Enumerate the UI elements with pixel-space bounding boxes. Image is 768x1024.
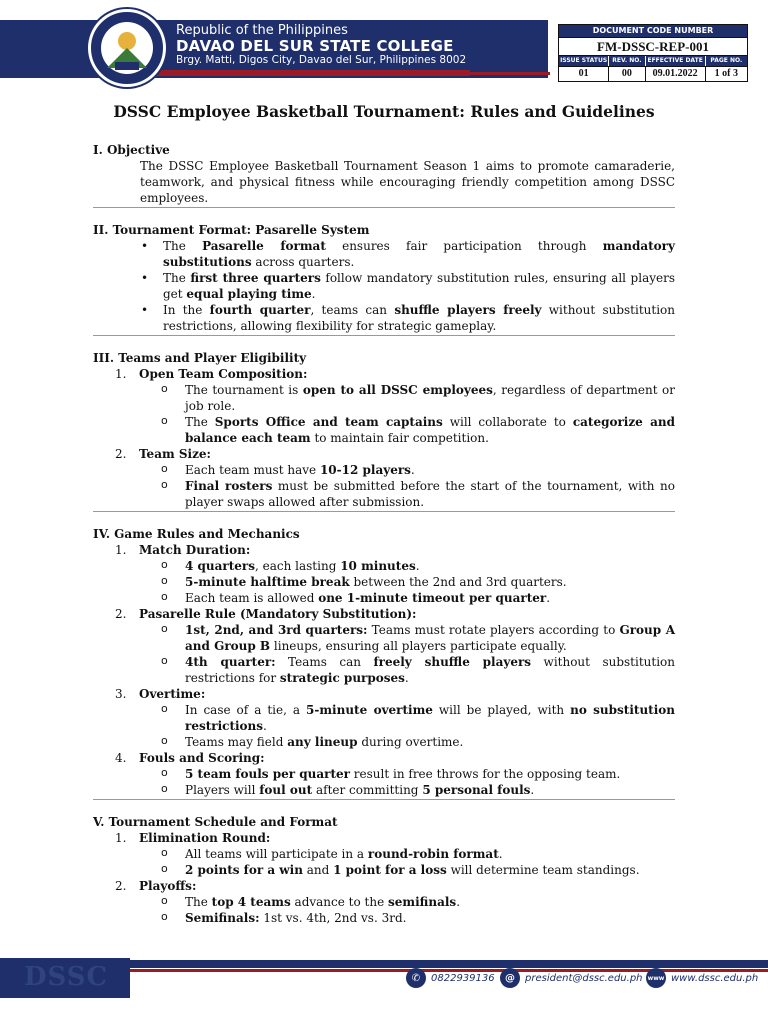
item-number: 1.	[115, 367, 127, 381]
document-code-table	[558, 24, 748, 82]
section-heading: III. Teams and Player Eligibility	[93, 351, 307, 365]
numbered-item	[93, 686, 675, 750]
list-item: o 4th quarter: Teams can freely shuffle players without substitution restrictions for strategic purposes.	[139, 654, 675, 686]
item-number: 1.	[115, 831, 127, 845]
val-page-no: 1 of 3	[714, 68, 738, 79]
subheading: Open Team Composition:	[139, 367, 308, 381]
document-body	[93, 142, 675, 926]
numbered-item	[93, 750, 675, 798]
footer-email	[500, 968, 643, 988]
phone-number: 0822939136	[431, 972, 495, 984]
col-page-no: PAGE NO.	[706, 56, 747, 66]
numbered-item	[93, 446, 675, 510]
list-item: o The Sports Office and team captains will collaborate to categorize and balance each team to maintain fair competition.	[139, 414, 675, 446]
header-college-name: DAVAO DEL SUR STATE COLLEGE	[176, 37, 454, 55]
subheading: Team Size:	[139, 447, 211, 461]
doc-code-number: FM-DSSC-REP-001	[559, 37, 747, 55]
seal-inner	[101, 22, 153, 74]
college-seal	[88, 9, 166, 87]
numbered-item	[93, 878, 675, 926]
list-item: o The tournament is open to all DSSC employees, regardless of department or job role.	[139, 382, 675, 414]
section-game-rules	[93, 526, 675, 800]
subheading: Overtime:	[139, 687, 206, 701]
list-item: • The first three quarters follow mandatory substitution rules, ensuring all players get equal playing time.	[93, 270, 675, 302]
list-item: o In case of a tie, a 5-minute overtime will be played, with no substitution restrictions.	[139, 702, 675, 734]
subheading: Pasarelle Rule (Mandatory Substitution):	[139, 607, 417, 621]
item-number: 2.	[115, 607, 127, 621]
website-url: www.dssc.edu.ph	[671, 972, 759, 984]
list-item: o Semifinals: 1st vs. 4th, 2nd vs. 3rd.	[139, 910, 675, 926]
subheading: Playoffs:	[139, 879, 197, 893]
list-item: o 1st, 2nd, and 3rd quarters: Teams must rotate players according to Group A and Group B lineups, ensuring all players participate equally.	[139, 622, 675, 654]
list-item: • In the fourth quarter, teams can shuffle players freely without substitution restrictions, allowing flexibility for strategic gameplay.	[93, 302, 675, 334]
col-effective-date: EFFECTIVE DATE	[646, 56, 706, 66]
list-item: o 5 team fouls per quarter result in free throws for the opposing team.	[139, 766, 675, 782]
seal-book	[115, 62, 139, 70]
header-address: Brgy. Matti, Digos City, Davao del Sur, Philippines 8002	[176, 54, 467, 66]
numbered-item	[93, 542, 675, 606]
val-effective-date: 09.01.2022	[646, 67, 706, 81]
section-teams	[93, 350, 675, 512]
list-item: o 5-minute halftime break between the 2nd and 3rd quarters.	[139, 574, 675, 590]
section-format	[93, 222, 675, 336]
numbered-item	[93, 366, 675, 446]
numbered-item	[93, 606, 675, 686]
at-sign-icon: @	[500, 968, 520, 988]
header-red-stripe	[150, 70, 470, 76]
subheading: Elimination Round:	[139, 831, 271, 845]
col-rev-no: REV. NO.	[609, 56, 645, 66]
section-heading: I. Objective	[93, 143, 170, 157]
numbered-item	[93, 830, 675, 878]
list-item: o 4 quarters, each lasting 10 minutes.	[139, 558, 675, 574]
footer-website	[646, 968, 758, 988]
section-schedule	[93, 814, 675, 926]
list-item: o Players will foul out after committing 5 personal fouls.	[139, 782, 675, 798]
section-heading: IV. Game Rules and Mechanics	[93, 527, 300, 541]
footer-watermark: DSSC	[24, 962, 109, 992]
section-objective	[93, 142, 675, 208]
list-item: o Each team must have 10-12 players.	[139, 462, 675, 478]
doc-code-values	[559, 66, 747, 81]
item-number: 1.	[115, 543, 127, 557]
section-heading: II. Tournament Format: Pasarelle System	[93, 223, 370, 237]
phone-icon: ✆	[406, 968, 426, 988]
val-rev-no: 00	[609, 67, 645, 81]
globe-icon: www	[646, 968, 666, 988]
email-address: president@dssc.edu.ph	[525, 972, 643, 984]
list-item: o All teams will participate in a round-robin format.	[139, 846, 675, 862]
col-issue-status: ISSUE STATUS	[559, 56, 609, 66]
list-item: o Final rosters must be submitted before the start of the tournament, with no player swaps allowed after submission.	[139, 478, 675, 510]
list-item: o Each team is allowed one 1-minute timeout per quarter.	[139, 590, 675, 606]
doc-code-col-headers	[559, 55, 747, 66]
list-item: o Teams may field any lineup during overtime.	[139, 734, 675, 750]
footer-phone	[406, 968, 495, 988]
doc-code-heading: DOCUMENT CODE NUMBER	[559, 25, 747, 37]
header-red-stripe-2	[470, 72, 550, 75]
subheading: Match Duration:	[139, 543, 251, 557]
header-republic: Republic of the Philippines	[176, 23, 348, 38]
item-number: 3.	[115, 687, 127, 701]
item-number: 2.	[115, 447, 127, 461]
objective-paragraph: The DSSC Employee Basketball Tournament Season 1 aims to promote camaraderie, teamwork, and physical fitness while encouraging friendly competition among DSSC employees.	[140, 159, 675, 205]
subheading: Fouls and Scoring:	[139, 751, 265, 765]
item-number: 2.	[115, 879, 127, 893]
document-title: DSSC Employee Basketball Tournament: Rules and Guidelines	[113, 102, 655, 121]
item-number: 4.	[115, 751, 127, 765]
val-issue-status: 01	[559, 67, 609, 81]
list-item: o The top 4 teams advance to the semifinals.	[139, 894, 675, 910]
section-heading: V. Tournament Schedule and Format	[93, 815, 338, 829]
list-item: • The Pasarelle format ensures fair participation through mandatory substitutions across quarters.	[93, 238, 675, 270]
list-item: o 2 points for a win and 1 point for a loss will determine team standings.	[139, 862, 675, 878]
